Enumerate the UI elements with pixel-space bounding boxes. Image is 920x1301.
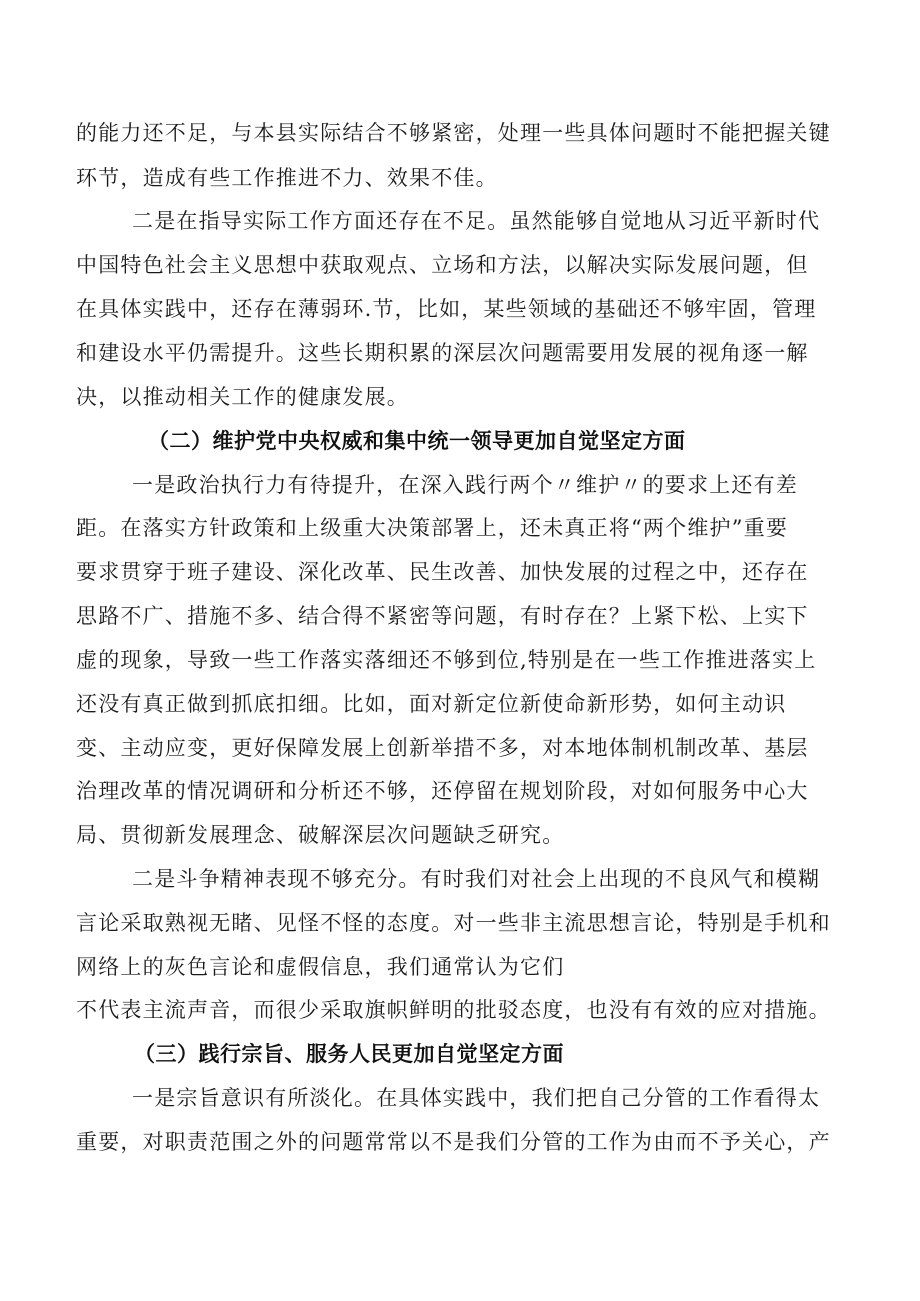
paragraph-line: 一是宗旨意识有所淡化。在具体实践中，我们把自己分管的工作看得太	[132, 1086, 821, 1110]
paragraph-line: 决，以推动相关工作的健康发展。	[76, 385, 409, 409]
paragraph-line: 网络上的灰色言论和虚假信息，我们通常认为它们	[76, 955, 565, 979]
paragraph-line: 言论采取熟视无睹、见怪不怪的态度。对一些非主流思想言论，特别是手机和	[76, 911, 831, 935]
paragraph-line: 中国特色社会主义思想中获取观点、立场和方法，以解决实际发展问题，但	[76, 253, 809, 277]
paragraph-line: 二是在指导实际工作方面还存在不足。虽然能够自觉地从习近平新时代	[132, 209, 821, 233]
paragraph-line: 局、贯彻新发展理念、破解深层次问题缺乏研究。	[76, 823, 565, 847]
paragraph-line: 要求贯穿于班子建设、深化改革、民生改善、加快发展的过程之中，还存在	[76, 560, 809, 584]
paragraph-line: 思路不广、措施不多、结合得不紧密等问题，有时存在？上紧下松、上实下	[76, 604, 809, 628]
paragraph-line: 还没有真正做到抓底扣细。比如，面对新定位新使命新形势，如何主动识	[76, 692, 787, 716]
paragraph-line: 一是政治执行力有待提升，在深入践行两个〃维护〃的要求上还有差	[132, 473, 798, 497]
paragraph-line: 治理改革的情况调研和分析还不够，还停留在规划阶段，对如何服务中心大	[76, 779, 809, 803]
section-heading: （三）践行宗旨、服务人民更加自觉坚定方面	[134, 1042, 564, 1066]
paragraph-line: 重要，对职责范围之外的问题常常以不是我们分管的工作为由而不予关心，产	[76, 1130, 831, 1154]
paragraph-line: 变、主动应变，更好保障发展上创新举措不多，对本地体制机制改革、基层	[76, 736, 809, 760]
paragraph-line: 在具体实践中，还存在薄弱环.节，比如，某些领域的基础还不够牢固，管理	[76, 297, 817, 321]
paragraph-line: 二是斗争精神表现不够充分。有时我们对社会上出现的不良风气和模糊	[132, 867, 821, 891]
section-heading: （二）维护党中央权威和集中统一领导更加自觉坚定方面	[148, 429, 686, 453]
paragraph-line: 距。在落实方针政策和上级重大决策部署上，还未真正将“两个维护”重要	[76, 516, 789, 540]
paragraph-line: 不代表主流声音，而很少采取旗帜鲜明的批驳态度，也没有有效的应对措施。	[76, 998, 831, 1022]
paragraph-line: 和建设水平仍需提升。这些长期积累的深层次问题需要用发展的视角逐一解	[76, 341, 809, 365]
paragraph-line: 的能力还不足，与本县实际结合不够紧密，处理一些具体问题时不能把握关键	[76, 121, 831, 145]
paragraph-line: 虚的现象，导致一些工作落实落细还不够到位,特别是在一些工作推进落实上	[76, 648, 817, 672]
paragraph-line: 环节，造成有些工作推进不力、效果不佳。	[76, 166, 498, 190]
